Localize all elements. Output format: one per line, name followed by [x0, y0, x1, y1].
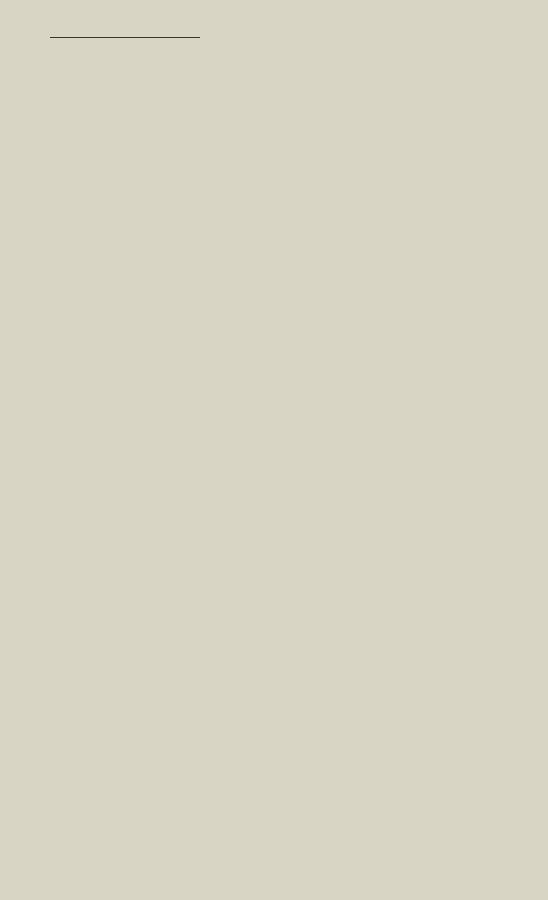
footnote-separator [50, 37, 200, 38]
text-line-with-footnote-ref [20, 2, 534, 23]
